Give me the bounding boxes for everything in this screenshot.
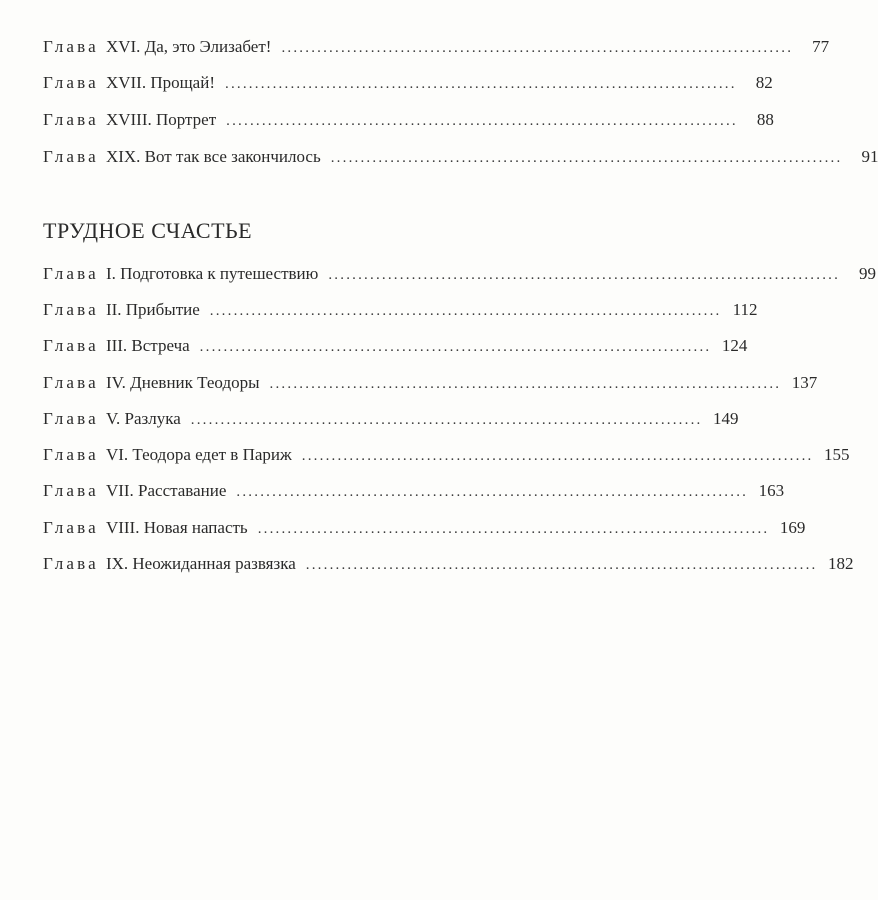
- chapter-title: V. Разлука: [105, 409, 181, 428]
- chapter-prefix: Глава: [43, 336, 99, 355]
- chapter-prefix: Глава: [43, 373, 99, 392]
- toc-entry: [43, 264, 877, 285]
- toc-entry: [43, 518, 806, 539]
- chapter-title: I. Подготовка к путешествию: [105, 264, 319, 283]
- chapter-prefix: Глава: [43, 445, 99, 464]
- chapter-title: VII. Расставание: [105, 481, 227, 500]
- chapter-title: VI. Теодора едет в Париж: [105, 445, 292, 464]
- toc-entry: [43, 481, 785, 502]
- chapter-prefix: Глава: [43, 73, 99, 92]
- page-number: 163: [758, 481, 785, 500]
- dot-leader: ......................................................................................: [190, 412, 703, 428]
- toc-entry: [43, 73, 773, 94]
- chapter-prefix: Глава: [43, 481, 99, 500]
- toc-entry: [43, 373, 818, 394]
- chapter-prefix: Глава: [43, 300, 99, 319]
- toc-entry: [43, 445, 850, 466]
- chapter-title: XVI. Да, это Элизабет!: [105, 37, 272, 56]
- page-number: 155: [823, 445, 850, 464]
- page-number: 149: [712, 409, 739, 428]
- page-number: 137: [791, 373, 818, 392]
- dot-leader: ......................................................................................: [199, 339, 712, 355]
- page-number: 112: [732, 300, 758, 319]
- toc-entry: [43, 110, 774, 131]
- dot-leader: ......................................................................................: [226, 113, 738, 129]
- page-number: 88: [756, 110, 774, 129]
- chapter-title: XVII. Прощай!: [105, 73, 215, 92]
- chapter-prefix: Глава: [43, 37, 99, 56]
- page-number: 82: [755, 73, 773, 92]
- dot-leader: ......................................................................................: [305, 557, 818, 573]
- chapter-title: XVIII. Портрет: [105, 110, 217, 129]
- chapter-prefix: Глава: [43, 264, 99, 283]
- toc-entry: [43, 147, 878, 168]
- dot-leader: ......................................................................................: [269, 376, 782, 392]
- page-number: 182: [827, 554, 854, 573]
- chapter-prefix: Глава: [43, 110, 99, 129]
- section-heading: ТРУДНОЕ СЧАСТЬЕ: [43, 218, 253, 243]
- dot-leader: ......................................................................................: [301, 448, 814, 464]
- page-number: 77: [812, 37, 830, 56]
- chapter-prefix: Глава: [43, 554, 99, 573]
- dot-leader: ......................................................................................: [236, 484, 749, 500]
- page-number: 91: [861, 147, 878, 166]
- chapter-title: VIII. Новая напасть: [105, 518, 248, 537]
- chapter-title: III. Встреча: [105, 336, 190, 355]
- toc-entry: [43, 37, 830, 58]
- page-number: 124: [721, 336, 748, 355]
- toc-entry: [43, 554, 854, 575]
- dot-leader: ......................................................................................: [330, 150, 843, 166]
- page-number: 169: [779, 518, 806, 537]
- page-number: 99: [859, 264, 877, 283]
- dot-leader: ......................................................................................: [209, 303, 722, 319]
- dot-leader: ......................................................................................: [225, 76, 737, 92]
- chapter-title: II. Прибытие: [105, 300, 200, 319]
- dot-leader: ......................................................................................: [328, 267, 841, 283]
- chapter-prefix: Глава: [43, 409, 99, 428]
- toc-entry: [43, 300, 758, 321]
- chapter-title: XIX. Вот так все закончилось: [105, 147, 321, 166]
- chapter-title: IX. Неожиданная развязка: [105, 554, 296, 573]
- dot-leader: ......................................................................................: [281, 40, 794, 56]
- chapter-prefix: Глава: [43, 147, 99, 166]
- chapter-title: IV. Дневник Теодоры: [105, 373, 260, 392]
- chapter-prefix: Глава: [43, 518, 99, 537]
- dot-leader: ......................................................................................: [257, 521, 770, 537]
- toc-entry: [43, 336, 748, 357]
- toc-entry: [43, 409, 739, 430]
